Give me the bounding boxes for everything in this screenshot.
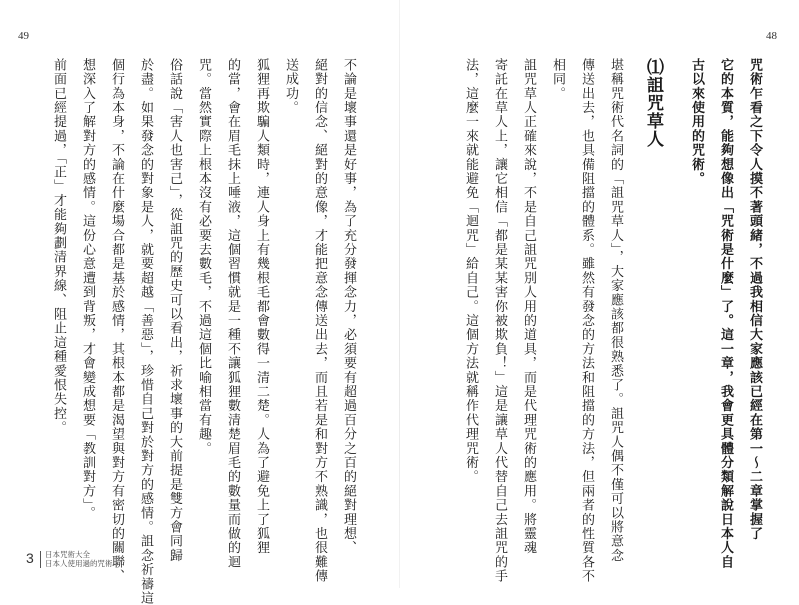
- page-number-right: 48: [766, 30, 777, 42]
- left-body-column: 俗話說「害人也害己」，從詛咒的歷史可以看出，祈求壞事的大前提是雙方會同歸: [167, 58, 182, 563]
- footer-divider: [40, 551, 41, 568]
- right-body-column: 傳送出去，也具備阻擋的體系。雖然有發念的方法和阻擋的方法，但兩者的性質各不: [579, 58, 594, 584]
- right-body-column: 法，這麼一來就能避免「迴咒」給自己。這個方法就稱作代理咒術。: [463, 58, 478, 484]
- left-body-column: 想深入了解對方的感情。這份心意遭到背叛，才會變成想要「教訓對方」。: [80, 58, 95, 521]
- left-body-column: 送成功。: [283, 58, 298, 115]
- page-number-left: 49: [18, 30, 29, 42]
- intro-column: 它的本質，能夠想像出「咒術是什麼」了。這一章，我會更具體分類解說日本人自: [718, 58, 733, 570]
- right-body-column: 寄託在草人上，讓它相信「都是某某害你被欺負！」這是讓草人代替自己去詛咒的手: [492, 58, 507, 584]
- left-body-column: 於盡。如果發念的對象是人，就要超越「善惡」，珍惜自己對於對方的感情。詛念祈禱這: [138, 58, 153, 605]
- footer-chapter-title: 日本人使用過的咒術: [45, 559, 113, 568]
- page-gutter: [399, 0, 400, 588]
- intro-column: 古以來使用的咒術。: [689, 58, 704, 186]
- right-body-column: 相同。: [550, 58, 565, 101]
- intro-column: 咒術乍看之下令人摸不著頭緒，不過我相信大家應該已經在第一～二章掌握了: [747, 58, 762, 541]
- left-body-column: 不論是壞事還是好事，為了充分發揮念力，必須要有超過百分之百的絕對理想、: [341, 58, 356, 555]
- left-body-column: 前面已經提過，「正」才能夠劃清界線、阻止這種愛恨失控。: [51, 58, 66, 435]
- footer-chapter-number: 3: [26, 550, 34, 566]
- left-body-column: 咒。當然實際上根本沒有必要去數毛，不過這個比喻相當有趣。: [196, 58, 211, 456]
- left-body-column: 個行為本身，不論在什麼場合都是基於感情，其根本都是渴望與對方有密切的關聯、: [109, 58, 124, 584]
- right-body-column: 堪稱咒術代名詞的「詛咒草人」，大家應該都很熟悉了。詛咒人偶不僅可以將意念: [608, 58, 623, 563]
- right-body-column: 詛咒草人正確來說，不是自己詛咒別人用的道具，而是代理咒術的應用。將靈魂: [521, 58, 536, 555]
- footer-book-title: 日本咒術大全: [45, 550, 90, 559]
- section-heading: ⑴詛咒草人: [643, 58, 663, 148]
- left-body-column: 的當，會在眉毛抹上唾液，這個習慣就是一種不讓狐狸數清楚眉毛的數量而做的迴: [225, 58, 240, 570]
- left-body-column: 絕對的信念、絕對的意像，才能把意念傳送出去，而且若是和對方不熟識，也很難傳: [312, 58, 327, 584]
- footer-running-title: [45, 550, 113, 568]
- left-body-column: 狐狸再欺騙人類時，連人身上有幾根毛都會數得一清二楚。人為了避免上了狐狸: [254, 58, 269, 555]
